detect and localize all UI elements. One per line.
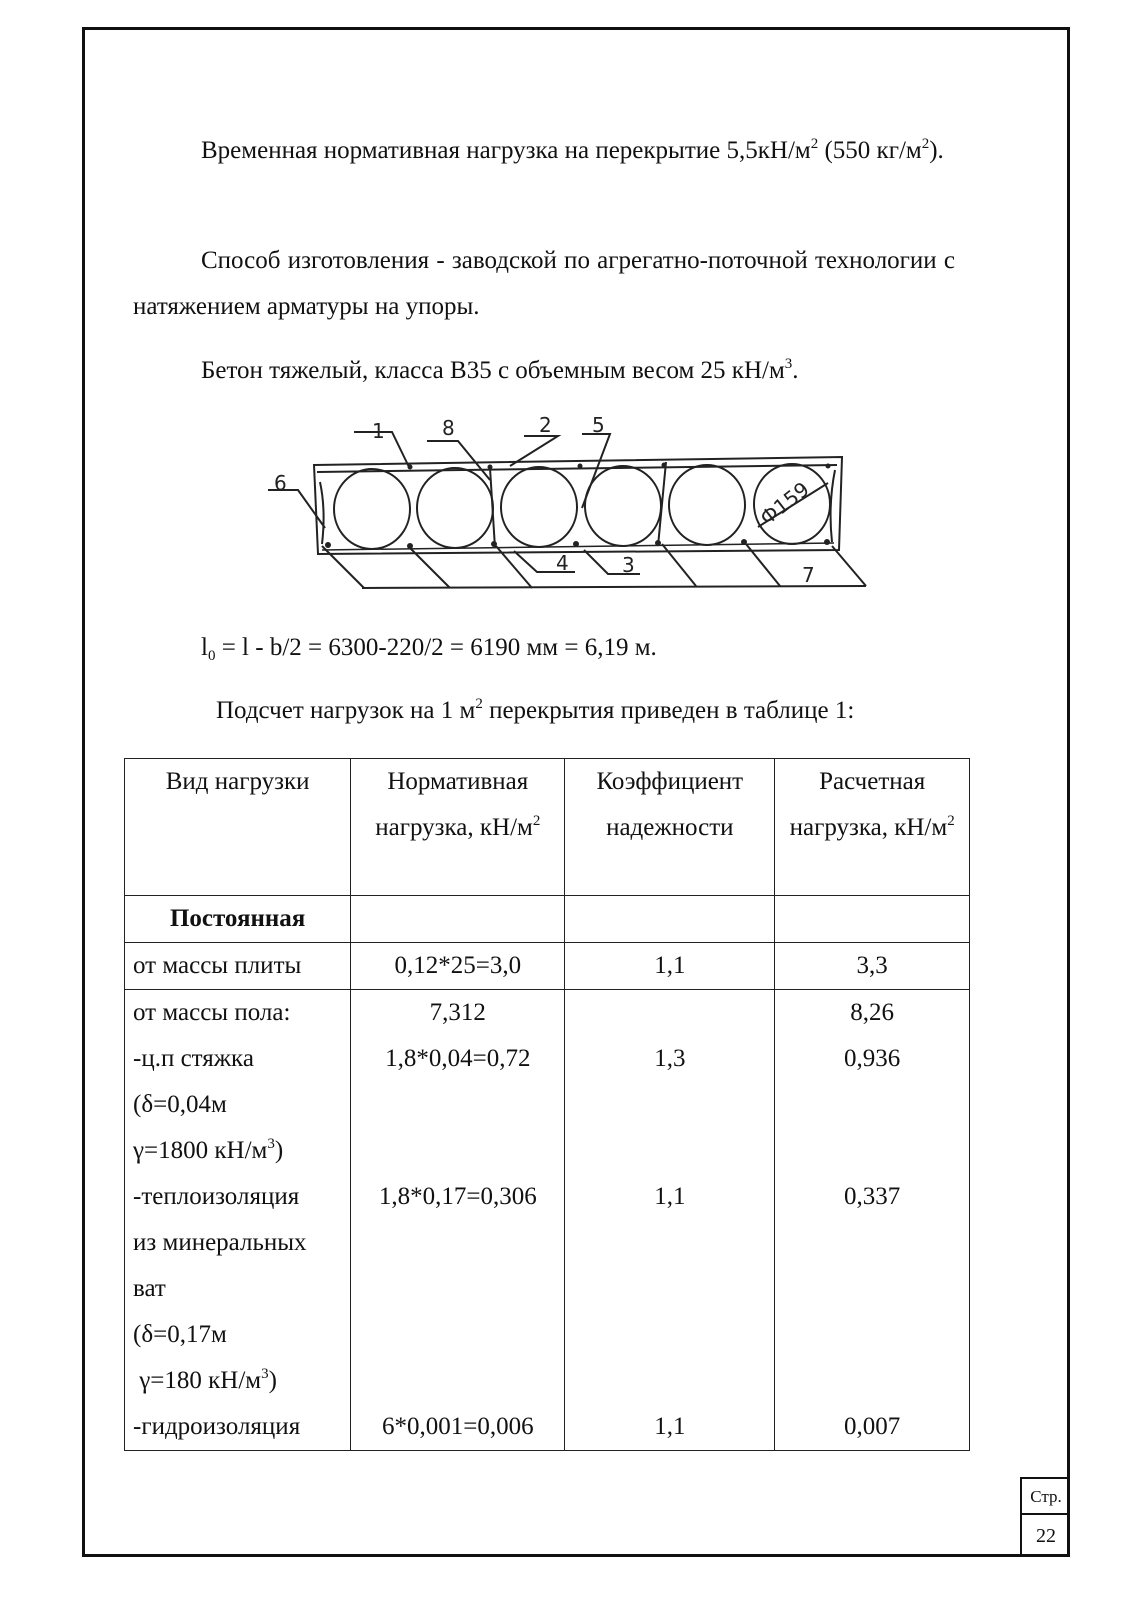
- paragraph-concrete: Бетон тяжелый, класса В35 с объемным весом 25 $кН/м^3$.: [201, 356, 799, 384]
- figure-label-1: 1: [372, 419, 385, 443]
- page-label: Стр.: [1020, 1477, 1070, 1515]
- page-number: 22: [1020, 1513, 1070, 1557]
- cell-floor-coefs: 1,3 1,1 1,1: [565, 990, 775, 1451]
- header-load-type: Вид нагрузки: [125, 759, 351, 896]
- table-row: [125, 990, 970, 1451]
- page-number-stamp: [1020, 1477, 1070, 1557]
- table-row: [125, 943, 970, 990]
- paragraph-table-intro: Подсчет нагрузок на 1 $м^2$ перекрытия приведен в таблице 1:: [216, 696, 855, 724]
- figure-label-4: 4: [556, 551, 569, 575]
- figure-label-6: 6: [274, 471, 287, 495]
- header-design: Расчетная нагрузка, $кН/м^2$: [775, 759, 970, 896]
- figure-label-3: 3: [622, 553, 635, 577]
- figure-label-2: 2: [539, 413, 552, 437]
- section-permanent: Постоянная: [125, 896, 351, 943]
- cell-slab-name: от массы плиты: [125, 943, 351, 990]
- cell-floor-names: от массы пола: -ц.п стяжка (δ=0,04м γ=1800 $кН/м^3$) -теплоизоляция из минеральных ват (δ=0,17м γ=180 $кН/м^3$) -гидроизоляция: [125, 990, 351, 1451]
- loads-table: [124, 758, 970, 1451]
- figure-diameter-label: Ф159: [755, 476, 814, 530]
- slab-cross-section-drawing: [262, 410, 892, 610]
- figure-label-7: 7: [802, 563, 815, 587]
- header-coefficient: Коэффициент надежности: [565, 759, 775, 896]
- figure-label-5: 5: [592, 413, 605, 437]
- header-normative: Нормативная нагрузка, $кН/м^2$: [351, 759, 565, 896]
- figure-label-8: 8: [442, 416, 455, 440]
- paragraph-live-load: Временная нормативная нагрузка на перекрытие $5,5кН/м^2$ (550 $кг/м^2$).: [201, 136, 944, 164]
- paragraph-manufacturing: Способ изготовления - заводской по агрегатно-поточной технологии с натяжением арматуры на упоры.: [133, 247, 955, 320]
- cell-floor-norms: 7,312 1,8*0,04=0,72 1,8*0,17=0,306 6*0,001=0,006: [351, 990, 565, 1451]
- cell-slab-norm: 0,12*25=3,0: [351, 943, 565, 990]
- cell-slab-coef: 1,1: [565, 943, 775, 990]
- table-header-row: [125, 759, 970, 896]
- cell-slab-calc: 3,3: [775, 943, 970, 990]
- cell-floor-calcs: 8,26 0,936 0,337 0,007: [775, 990, 970, 1451]
- table-row: [125, 896, 970, 943]
- span-formula: $l_0 = l - b/2 = 6300-220/2 = 6190$ мм = 6,19 м.: [201, 634, 657, 664]
